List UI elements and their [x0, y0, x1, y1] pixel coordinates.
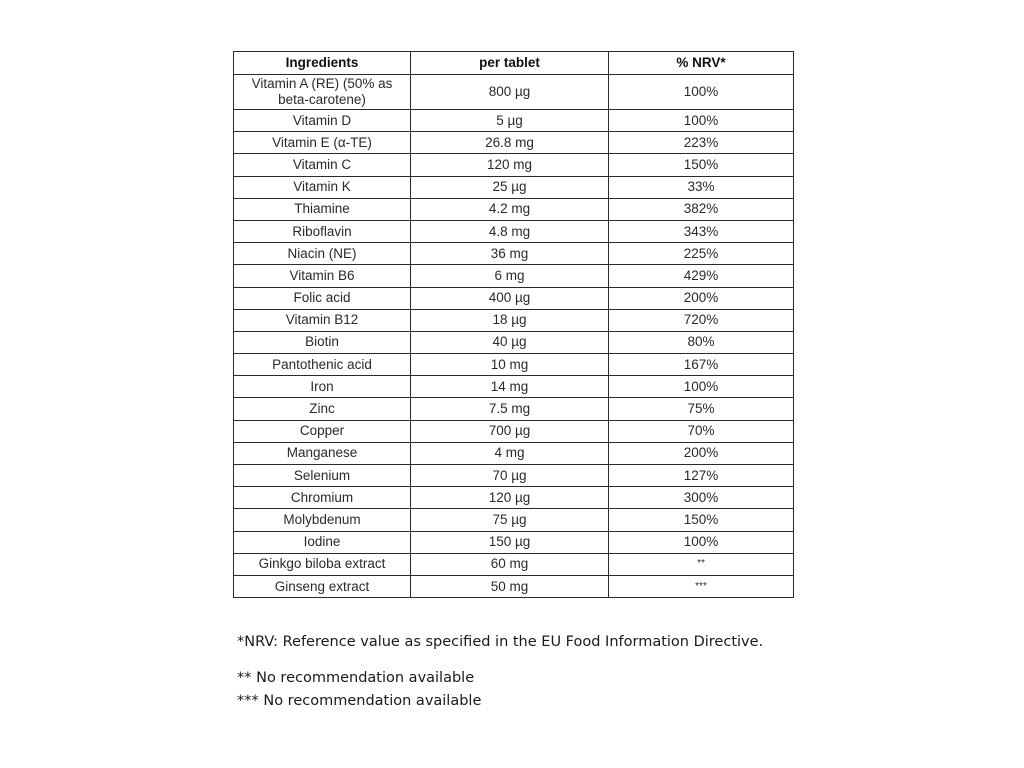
cell-nrv: 720% [609, 309, 794, 331]
cell-nrv: 343% [609, 220, 794, 242]
table-row [234, 354, 794, 376]
table-row [234, 176, 794, 198]
cell-ingredient: Thiamine [234, 198, 411, 220]
table-row [234, 110, 794, 132]
cell-nrv: 300% [609, 487, 794, 509]
cell-nrv: 75% [609, 398, 794, 420]
cell-amount: 400 µg [411, 287, 609, 309]
cell-nrv: 150% [609, 509, 794, 531]
cell-amount: 120 µg [411, 487, 609, 509]
table-row [234, 376, 794, 398]
cell-nrv: 100% [609, 376, 794, 398]
footnote-triple-star: *** No recommendation available [237, 693, 482, 709]
cell-amount: 7.5 mg [411, 398, 609, 420]
cell-amount: 26.8 mg [411, 132, 609, 154]
cell-ingredient: Zinc [234, 398, 411, 420]
cell-amount: 120 mg [411, 154, 609, 176]
cell-nrv: 100% [609, 110, 794, 132]
cell-amount: 40 µg [411, 331, 609, 353]
table-row [234, 132, 794, 154]
cell-amount: 70 µg [411, 465, 609, 487]
cell-nrv: 167% [609, 354, 794, 376]
cell-ingredient: Vitamin K [234, 176, 411, 198]
cell-ingredient: Molybdenum [234, 509, 411, 531]
cell-nrv: 100% [609, 75, 794, 110]
table-row [234, 309, 794, 331]
table-row [234, 487, 794, 509]
cell-ingredient: Iodine [234, 531, 411, 553]
table-row [234, 531, 794, 553]
table-header-row [234, 52, 794, 75]
table-row [234, 154, 794, 176]
cell-nrv: 70% [609, 420, 794, 442]
cell-ingredient: Pantothenic acid [234, 354, 411, 376]
cell-nrv: 80% [609, 331, 794, 353]
header-nrv: % NRV* [609, 52, 794, 75]
cell-nrv: 225% [609, 243, 794, 265]
cell-nrv: 150% [609, 154, 794, 176]
cell-ingredient: Biotin [234, 331, 411, 353]
table-row [234, 420, 794, 442]
cell-amount: 700 µg [411, 420, 609, 442]
cell-amount: 6 mg [411, 265, 609, 287]
cell-amount: 4.8 mg [411, 220, 609, 242]
table-row [234, 220, 794, 242]
cell-ingredient: Ginseng extract [234, 575, 411, 597]
cell-ingredient: Vitamin B6 [234, 265, 411, 287]
cell-nrv: 429% [609, 265, 794, 287]
cell-ingredient: Vitamin D [234, 110, 411, 132]
cell-amount: 18 µg [411, 309, 609, 331]
cell-amount: 14 mg [411, 376, 609, 398]
footnote-double-star: ** No recommendation available [237, 670, 475, 686]
cell-ingredient: Niacin (NE) [234, 243, 411, 265]
cell-nrv: ** [609, 553, 794, 575]
cell-amount: 800 µg [411, 75, 609, 110]
table-body [234, 75, 794, 598]
cell-nrv: 382% [609, 198, 794, 220]
table-row [234, 553, 794, 575]
cell-amount: 60 mg [411, 553, 609, 575]
table-row [234, 442, 794, 464]
cell-nrv: 223% [609, 132, 794, 154]
cell-amount: 4.2 mg [411, 198, 609, 220]
cell-ingredient: Chromium [234, 487, 411, 509]
cell-nrv: 200% [609, 442, 794, 464]
cell-amount: 5 µg [411, 110, 609, 132]
table-row [234, 465, 794, 487]
cell-ingredient: Vitamin C [234, 154, 411, 176]
cell-amount: 150 µg [411, 531, 609, 553]
cell-amount: 36 mg [411, 243, 609, 265]
table-row [234, 75, 794, 110]
cell-ingredient: Riboflavin [234, 220, 411, 242]
cell-amount: 25 µg [411, 176, 609, 198]
table-row [234, 331, 794, 353]
cell-nrv: 33% [609, 176, 794, 198]
cell-ingredient: Vitamin A (RE) (50% as beta-carotene) [234, 75, 411, 110]
header-ingredients: Ingredients [234, 52, 411, 75]
cell-ingredient: Manganese [234, 442, 411, 464]
cell-ingredient: Ginkgo biloba extract [234, 553, 411, 575]
table-row [234, 398, 794, 420]
cell-ingredient: Iron [234, 376, 411, 398]
cell-nrv: 127% [609, 465, 794, 487]
cell-ingredient: Selenium [234, 465, 411, 487]
footnote-nrv: *NRV: Reference value as specified in the EU Food Information Directive. [237, 634, 764, 650]
table-row [234, 265, 794, 287]
cell-ingredient: Copper [234, 420, 411, 442]
header-per-tablet: per tablet [411, 52, 609, 75]
cell-nrv: 100% [609, 531, 794, 553]
table-row [234, 509, 794, 531]
cell-nrv: 200% [609, 287, 794, 309]
cell-ingredient: Vitamin B12 [234, 309, 411, 331]
nutrition-table [233, 51, 794, 598]
table-row [234, 198, 794, 220]
table-row [234, 243, 794, 265]
cell-amount: 75 µg [411, 509, 609, 531]
table-row [234, 575, 794, 597]
table-row [234, 287, 794, 309]
cell-amount: 50 mg [411, 575, 609, 597]
cell-nrv: *** [609, 575, 794, 597]
cell-amount: 10 mg [411, 354, 609, 376]
cell-ingredient: Vitamin E (α-TE) [234, 132, 411, 154]
cell-amount: 4 mg [411, 442, 609, 464]
cell-ingredient: Folic acid [234, 287, 411, 309]
